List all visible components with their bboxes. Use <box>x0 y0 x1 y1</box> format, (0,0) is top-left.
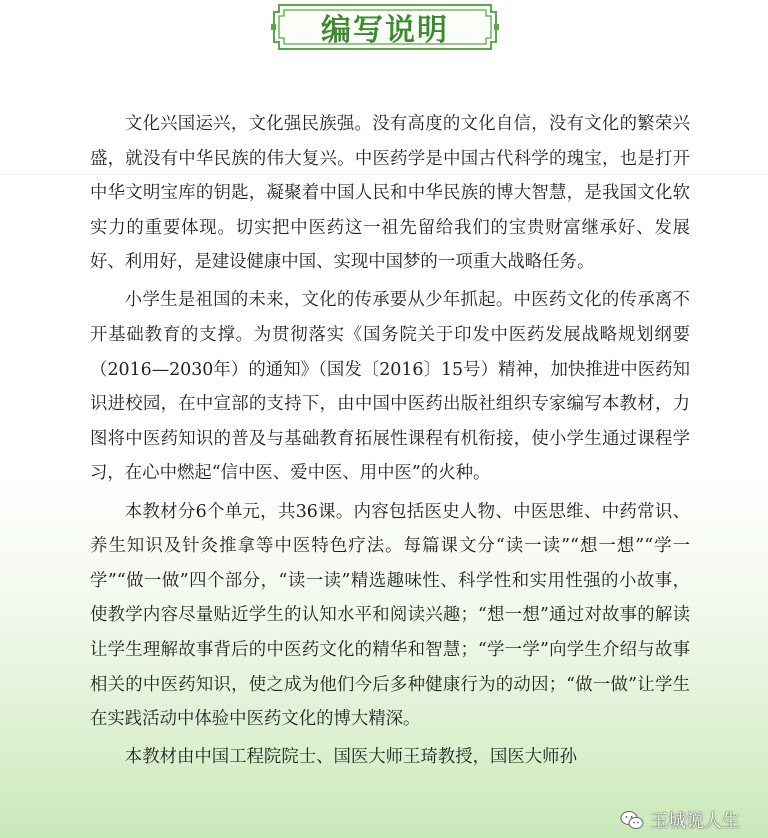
document-body <box>90 107 690 778</box>
paragraph-3: 本教材分6个单元，共36课。内容包括医史人物、中医思维、中药常识、养生知识及针灸推拿等中医特色疗法。每篇课文分“读一读”“想一想”“学一学”“做一做”四个部分，“读一读”精选趣味性、科学性和实用性强的小故事，使教学内容尽量贴近学生的认知水平和阅读兴趣；“想一想”通过对故事的解读让学生理解故事背后的中医药文化的精华和智慧；“学一学”向学生介绍与故事相关的中医药知识，使之成为他们今后多种健康行为的动因；“做一做”让学生在实践活动中体验中医药文化的博大精深。 <box>90 501 690 730</box>
paragraph-4: 本教材由中国工程院院士、国医大师王琦教授，国医大师孙 <box>124 747 577 768</box>
paragraph-2: 小学生是祖国的未来，文化的传承要从少年抓起。中医药文化的传承离不开基础教育的支撑。为贯彻落实《国务院关于印发中医药发展战略规划纲要（2016—2030年）的通知》（国发〔2016〕15号）精神，加快推进中医药知识进校园，在中宣部的支持下，由中国中医药出版社组织专家编写本教材，力图将中医药知识的普及与基础教育拓展性课程有机衔接，使小学生通过课程学习，在心中燃起“信中医、爱中医、用中医”的火种。 <box>90 290 690 484</box>
watermark <box>620 807 740 833</box>
title-frame <box>271 2 499 52</box>
page-title: 编写说明 <box>321 13 449 48</box>
wechat-icon <box>620 809 644 831</box>
watermark-text: 玉城说人生 <box>650 811 740 832</box>
paragraph-1: 文化兴国运兴，文化强民族强。没有高度的文化自信，没有文化的繁荣兴盛，就没有中华民族的伟大复兴。中医药学是中国古代科学的瑰宝，也是打开中华文明宝库的钥匙，凝聚着中国人民和中华民族的博大智慧，是我国文化软实力的重要体现。切实把中医药这一祖先留给我们的宝贵财富继承好、发展好、利用好，是建设健康中国、实现中国梦的一项重大战略任务。 <box>90 114 690 273</box>
